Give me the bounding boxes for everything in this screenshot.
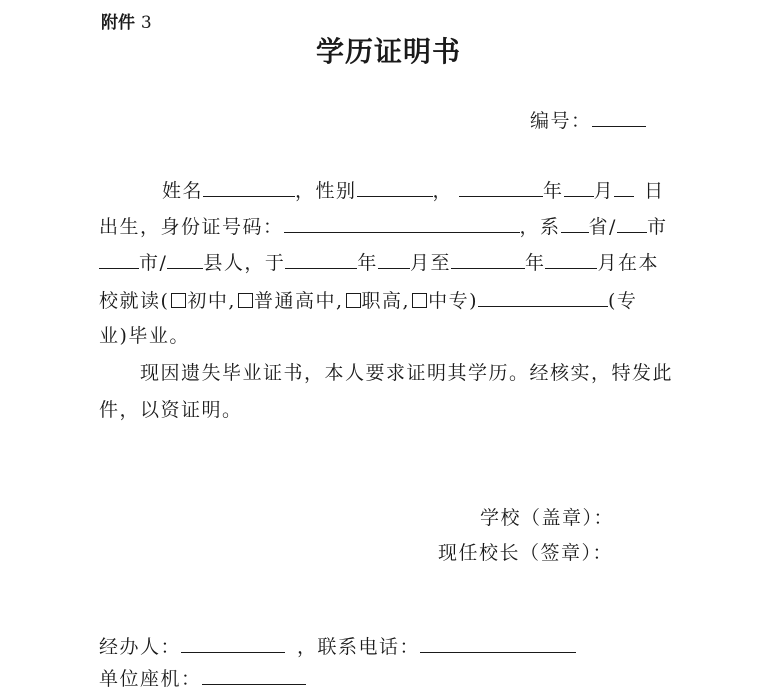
city2-label: 市/: [139, 252, 168, 274]
birth-id-label: 出生，身份证号码：: [99, 216, 284, 238]
footer-handler-row: [99, 632, 576, 659]
handler-label: 经办人：: [99, 636, 182, 658]
is-label: ，系: [519, 216, 561, 238]
serial-blank[interactable]: [592, 106, 646, 127]
day-label: 日: [644, 180, 665, 202]
technical-school-label: 中专): [428, 290, 478, 312]
birth-year-blank[interactable]: [459, 176, 543, 197]
city2-blank[interactable]: [99, 248, 139, 269]
end-month-blank[interactable]: [545, 248, 597, 269]
major-label: (专: [607, 290, 638, 312]
start-year-blank[interactable]: [285, 248, 357, 269]
gender-label: ，性别: [295, 180, 357, 202]
body-para2-line2: 件，以资证明。: [99, 399, 243, 421]
junior-high-label: 初中,: [187, 290, 236, 312]
vocational-high-checkbox[interactable]: [346, 293, 361, 308]
province-label: 省/: [588, 216, 617, 238]
body-line-3: [99, 248, 659, 275]
start-year-label: 年: [357, 252, 378, 274]
end-month-label: 月在本: [597, 252, 659, 274]
serial-label: 编号：: [530, 110, 592, 132]
month-label: 月: [593, 180, 615, 202]
province-blank[interactable]: [561, 212, 589, 233]
comma: ，: [432, 180, 454, 202]
year-label: 年: [543, 180, 564, 202]
school-study-label: 校就读(: [99, 290, 170, 312]
county-blank[interactable]: [167, 248, 203, 269]
attachment-number: 3: [140, 13, 152, 33]
serial-number-row: [530, 106, 646, 133]
birth-month-blank[interactable]: [564, 176, 594, 197]
body-line-4: [99, 286, 637, 313]
body-line-1: [162, 176, 665, 203]
phone-label: ，联系电话：: [297, 636, 421, 658]
body-para2-line1: 现因遗失毕业证书，本人要求证明其学历。经核实，特发此: [140, 362, 674, 384]
junior-high-checkbox[interactable]: [171, 293, 186, 308]
handler-blank[interactable]: [181, 632, 285, 653]
city-label: 市: [646, 216, 668, 238]
footer-landline-row: [99, 664, 306, 691]
gender-blank[interactable]: [357, 176, 433, 197]
end-year-blank[interactable]: [451, 248, 525, 269]
name-label: 姓名: [162, 180, 204, 202]
start-month-label: 月至: [409, 252, 451, 274]
landline-label: 单位座机：: [99, 668, 202, 690]
school-seal-label: 学校（盖章）：: [480, 507, 615, 529]
birth-day-blank[interactable]: [614, 176, 634, 197]
body-line-5: 业)毕业。: [99, 325, 190, 347]
document-title: 学历证明书: [316, 35, 462, 68]
vocational-high-label: 职高,: [361, 290, 411, 312]
city-blank[interactable]: [617, 212, 647, 233]
name-blank[interactable]: [203, 176, 295, 197]
major-blank[interactable]: [478, 286, 608, 307]
attachment-text: 附件: [101, 13, 135, 33]
county-label: 县人，于: [203, 252, 286, 274]
body-line-2: [99, 212, 667, 239]
landline-blank[interactable]: [202, 664, 306, 685]
senior-high-checkbox[interactable]: [238, 293, 253, 308]
phone-blank[interactable]: [420, 632, 576, 653]
attachment-label: [101, 8, 152, 33]
start-month-blank[interactable]: [378, 248, 410, 269]
end-year-label: 年: [524, 252, 546, 274]
senior-high-label: 普通高中,: [253, 290, 344, 312]
principal-sign-label: 现任校长（签章）：: [438, 542, 614, 564]
id-number-blank[interactable]: [284, 212, 520, 233]
technical-school-checkbox[interactable]: [412, 293, 427, 308]
